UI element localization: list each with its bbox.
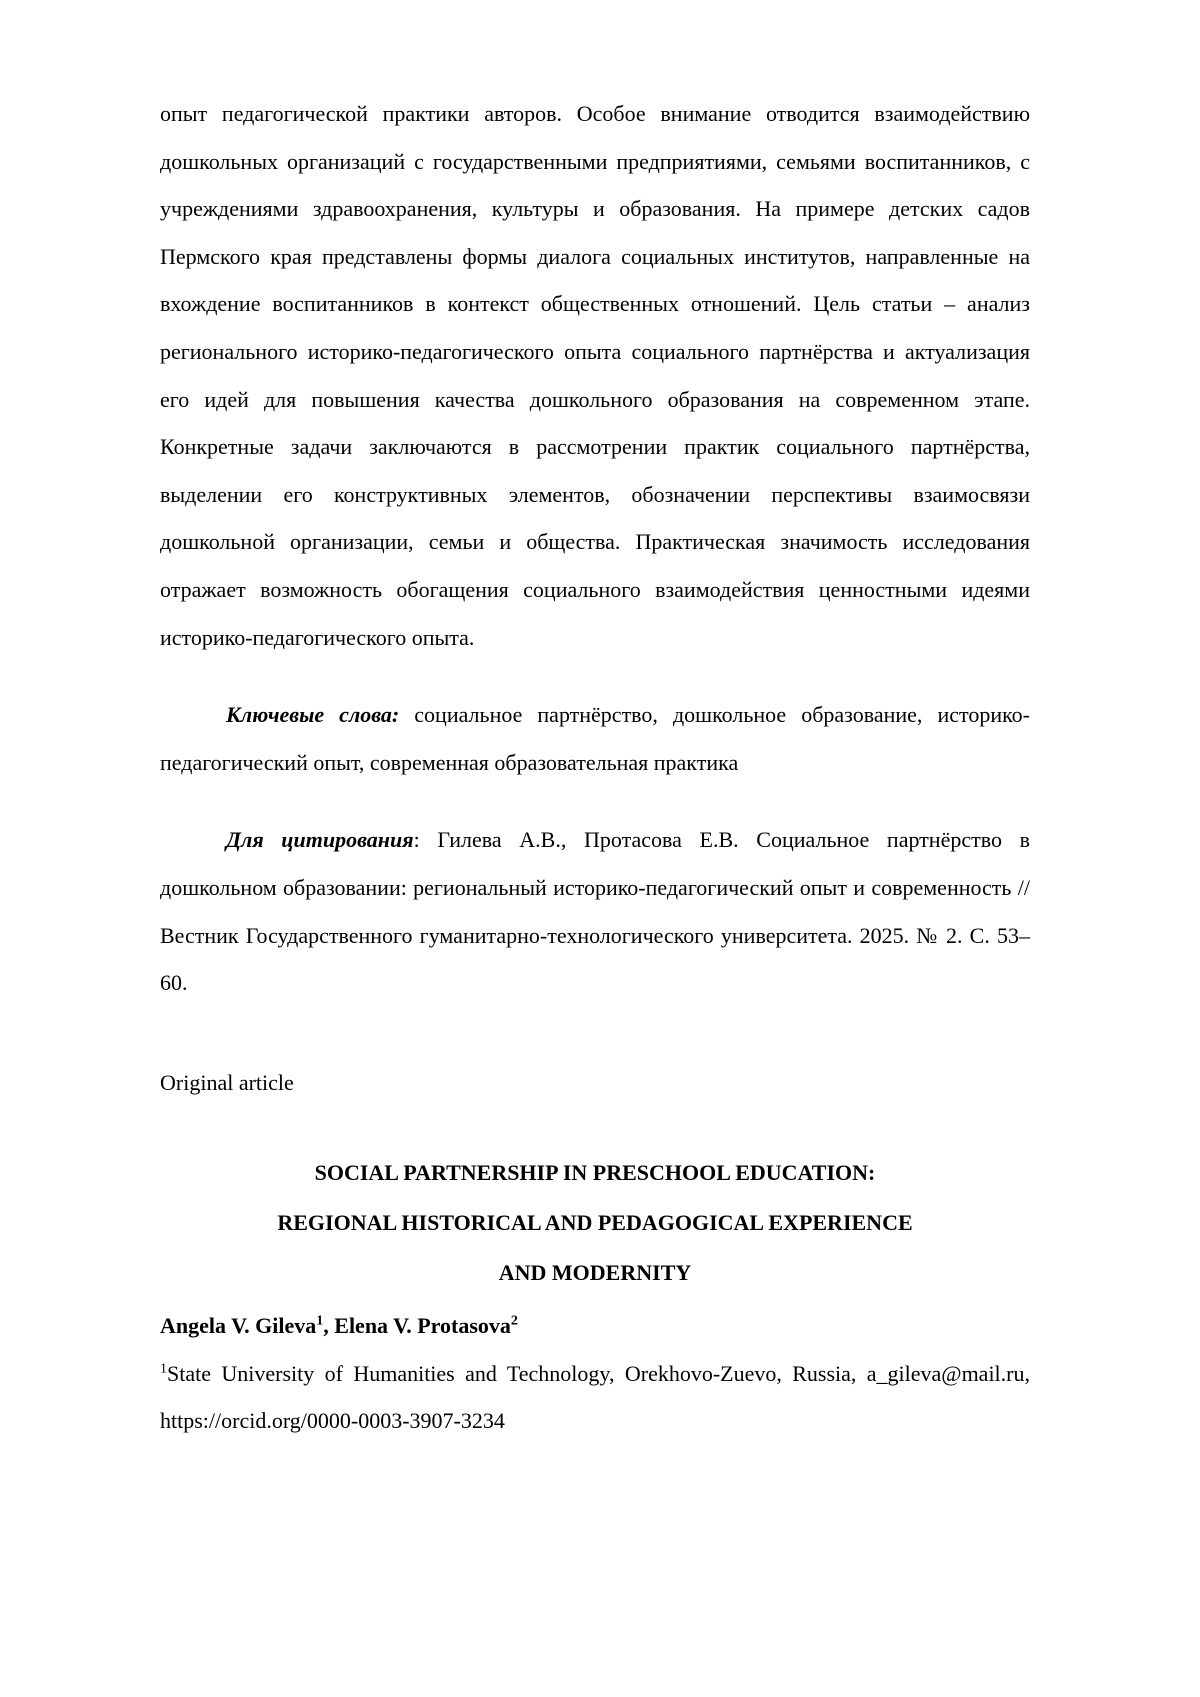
article-title-line-3: AND MODERNITY <box>498 1260 692 1286</box>
article-type-label: Original article <box>160 1069 294 1095</box>
citation-paragraph <box>160 816 1030 1006</box>
affiliation-text: State University of Humanities and Technology, Orekhovo-Zuevo, Russia, a_gileva@mail.ru, https://orcid.org/0000-0003-3907-3234 <box>160 1360 1030 1434</box>
author-1-affiliation-marker: 1 <box>316 1313 324 1329</box>
authors-separator: , <box>323 1313 335 1339</box>
keywords-label: Ключевые слова: <box>226 702 400 728</box>
citation-label: Для цитирования <box>226 827 414 853</box>
author-2-name: Elena V. Protasova <box>334 1313 511 1339</box>
abstract-paragraph: опыт педагогической практики авторов. Особое внимание отводится взаимодействию дошкольных организаций с государственными предприятиями, семьями воспитанников, с учреждениями здравоохранения, культуры и образования. На примере детских садов Пермского края представлены формы диалога социальных институтов, направленные на вхождение воспитанников в контекст общественных отношений. Цель статьи – анализ регионального историко-педагогического опыта социального партнёрства и актуализация его идей для повышения качества дошкольного образования на современном этапе. Конкретные задачи заключаются в рассмотрении практик социального партнёрства, выделении его конструктивных элементов, обозначении перспективы взаимосвязи дошкольной организации, семьи и общества. Практическая значимость исследования отражает возможность обогащения социального взаимодействия ценностными идеями историко-педагогического опыта. <box>160 101 1030 650</box>
author-1-name: Angela V. Gileva <box>160 1313 317 1339</box>
article-title-line-1: SOCIAL PARTNERSHIP IN PRESCHOOL EDUCATION: <box>314 1160 876 1186</box>
author-2-affiliation-marker: 2 <box>510 1313 518 1329</box>
article-title <box>160 1148 1030 1298</box>
affiliation-line <box>160 1350 1030 1445</box>
authors-line <box>160 1302 1030 1350</box>
affiliation-marker: 1 <box>160 1361 167 1377</box>
citation-text: : Гилева А.В., Протасова Е.В. Социальное партнёрство в дошкольном образовании: региональный историко-педагогический опыт и современность // Вестник Государственного гуманитарно-технологического университета. 2025. № 2. С. 53–60. <box>160 827 1030 996</box>
keywords-paragraph <box>160 691 1030 786</box>
article-title-line-2: REGIONAL HISTORICAL AND PEDAGOGICAL EXPERIENCE <box>277 1210 913 1236</box>
keywords-text: социальное партнёрство, дошкольное образование, историко-педагогический опыт, современная образовательная практика <box>160 702 1030 775</box>
